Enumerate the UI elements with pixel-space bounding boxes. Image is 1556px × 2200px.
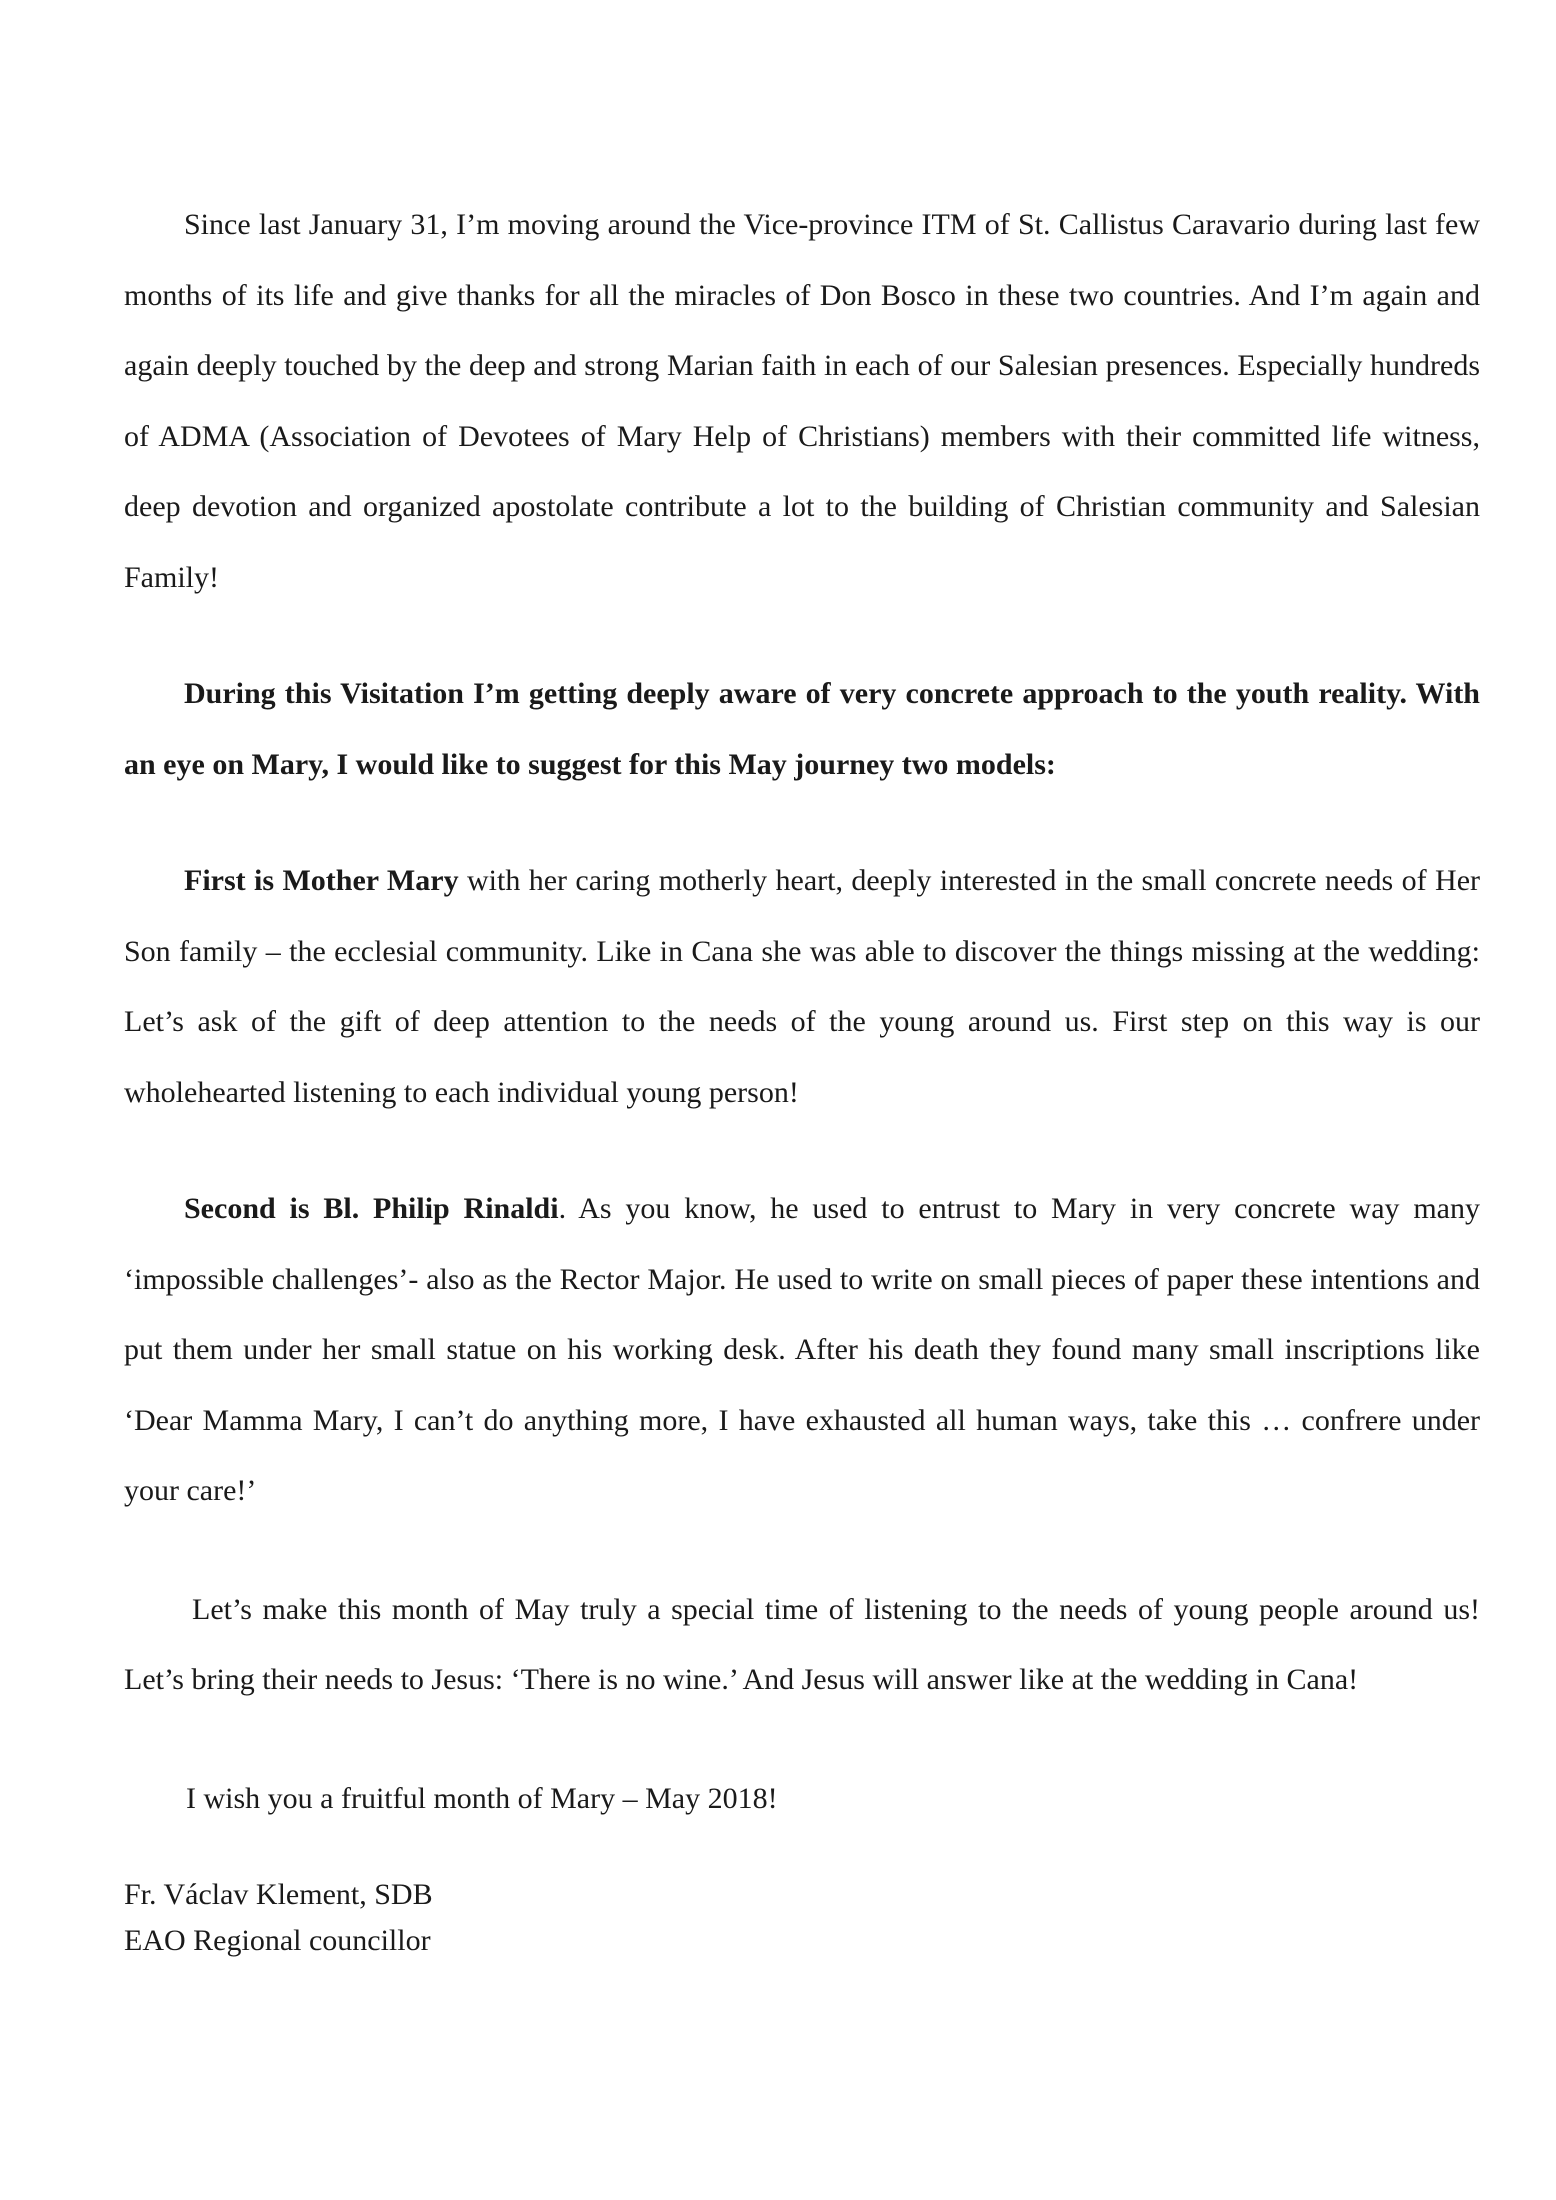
wish-line: I wish you a fruitful month of Mary – May 2018! bbox=[186, 1781, 778, 1815]
rinaldi-lead: Second is Bl. Philip Rinaldi bbox=[184, 1192, 559, 1225]
signature-role: EAO Regional councillor bbox=[124, 1924, 431, 1957]
mother-mary-text: with her caring motherly heart, deeply interested in the small concrete needs of Her Son family – the ecclesial community. Like in Cana she was able to discover the things missing at the wedding: Let’s ask of the gift of deep attention to the needs of the young around us. First step on this way is our wholehearted listening to each individual young person! bbox=[124, 864, 1480, 1109]
rinaldi-text: . As you know, he used to entrust to Mary in very concrete way many ‘impossible challenges’- also as the Rector Major. He used to write on small pieces of paper these intentions and put them under her small statue on his working desk. After his death they found many small inscriptions like ‘Dear Mamma Mary, I can’t do anything more, I have exhausted all human ways, take this … confrere under your care!’ bbox=[124, 1192, 1480, 1507]
paragraph-mother-mary bbox=[124, 846, 1480, 1128]
paragraph-visitation: During this Visitation I’m getting deeply aware of very concrete approach to the youth reality. With an eye on Mary, I would like to suggest for this May journey two models: bbox=[124, 677, 1480, 781]
paragraph-closing: Let’s make this month of May truly a special time of listening to the needs of young people around us! Let’s bring their needs to Jesus: ‘There is no wine.’ And Jesus will answer like at the wedding in Cana! bbox=[124, 1592, 1480, 1696]
signature-block bbox=[124, 1872, 1480, 1964]
letter-page bbox=[124, 190, 1480, 1964]
paragraph-intro: Since last January 31, I’m moving around the Vice-province ITM of St. Callistus Caravario during last few months of its life and give thanks for all the miracles of Don Bosco in these two countries. And I’m again and again deeply touched by the deep and strong Marian faith in each of our Salesian presences. Especially hundreds of ADMA (Association of Devotees of Mary Help of Christians) members with their committed life witness, deep devotion and organized apostolate contribute a lot to the building of Christian community and Salesian Family! bbox=[124, 208, 1480, 594]
paragraph-rinaldi bbox=[124, 1174, 1480, 1527]
signature-name: Fr. Václav Klement, SDB bbox=[124, 1878, 433, 1911]
mother-mary-lead: First is Mother Mary bbox=[184, 864, 459, 897]
